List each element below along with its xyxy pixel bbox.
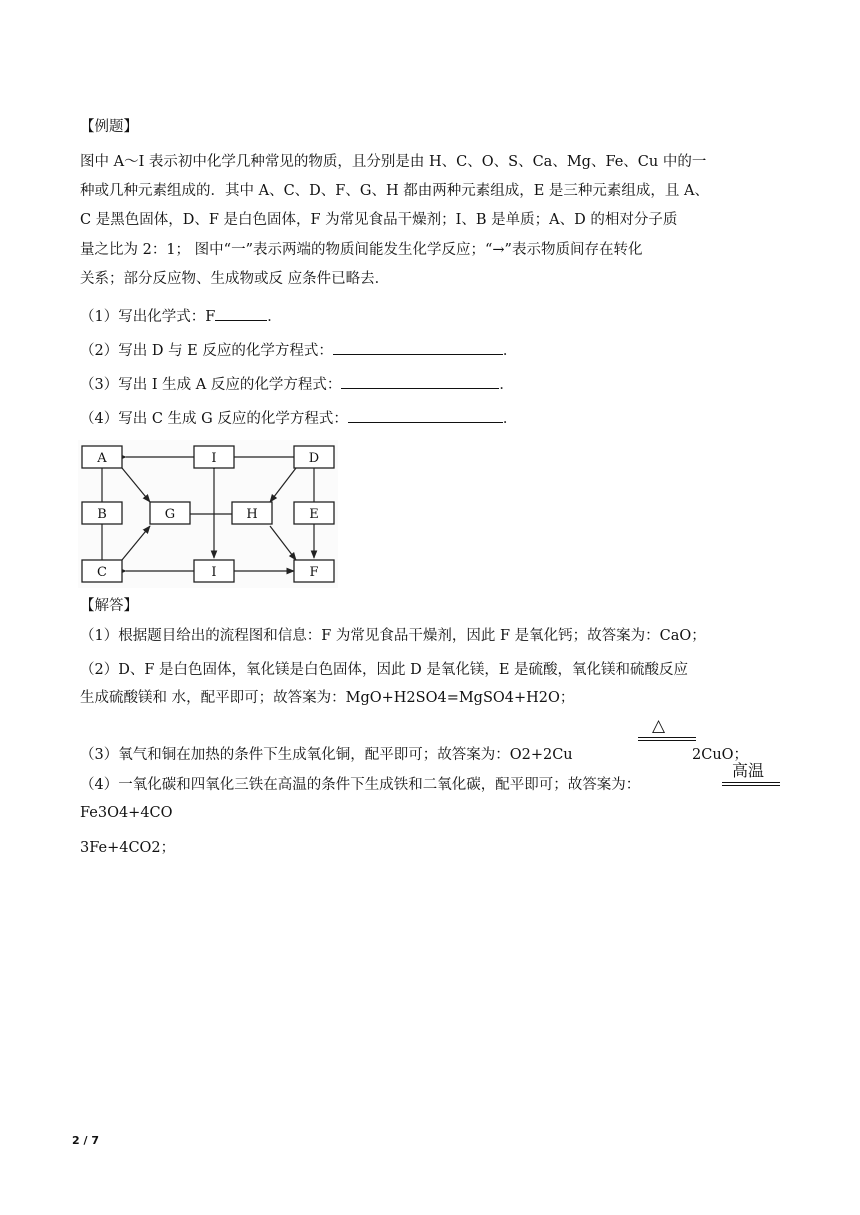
node-d-label: D — [308, 451, 320, 466]
question-4-text: （4）写出 C 生成 G 反应的化学方程式： — [80, 411, 348, 427]
answer-4: （4）一氧化碳和四氧化三铁在高温的条件下生成铁和二氧化碳，配平即可；故答案为： — [80, 777, 641, 793]
question-2-text: （2）写出 D 与 E 反应的化学方程式： — [80, 343, 333, 359]
equation-double-line — [722, 782, 780, 786]
answer-2-line-1: （2）D、F 是白色固体，氧化镁是白色固体，因此 D 是氧化镁，E 是硫酸，氧化镁和硫酸反应 — [80, 662, 689, 678]
node-e-label: E — [309, 507, 319, 522]
reaction-flow-diagram — [78, 440, 338, 588]
node-g-label: G — [164, 507, 176, 522]
question-3-end: ． — [499, 377, 514, 393]
answer-1: （1）根据题目给出的流程图和信息：F 为常见食品干燥剂，因此 F 是氧化钙；故答案为：CaO； — [80, 628, 706, 644]
node-a-label: A — [97, 451, 107, 466]
node-i-bottom-label: I — [211, 565, 217, 580]
question-1 — [80, 306, 282, 327]
question-1-end: ． — [267, 309, 282, 325]
answer-4-products: 3Fe+4CO2； — [80, 840, 176, 856]
page-number: 2 / 7 — [72, 1134, 99, 1147]
node-f-label: F — [309, 565, 319, 580]
node-h-label: H — [246, 507, 258, 522]
question-1-text: （1）写出化学式：F — [80, 309, 216, 325]
answer-blank — [341, 374, 499, 389]
node-b-label: B — [97, 507, 107, 522]
example-heading: 【例题】 — [80, 119, 138, 135]
question-3 — [80, 374, 514, 395]
node-i-top-label: I — [211, 451, 217, 466]
answer-3: （3）氧气和铜在加热的条件下生成氧化铜，配平即可；故答案为：O2+2Cu — [80, 747, 573, 763]
answer-blank — [348, 408, 503, 423]
answer-4-reactants: Fe3O4+4CO — [80, 805, 173, 821]
answer-blank — [333, 340, 503, 355]
problem-line-1: 图中 A～I 表示初中化学几种常见的物质，且分别是由 H、C、O、S、Ca、Mg、Fe、Cu 中的一 — [80, 154, 707, 170]
answer-2-line-2: 生成硫酸镁和 水，配平即可；故答案为：MgO+H2SO4=MgSO4+H2O； — [80, 690, 575, 706]
answer-3-product: 2CuO； — [692, 747, 749, 763]
problem-line-4: 量之比为 2：1； 图中“一”表示两端的物质间能发生化学反应；“→”表示物质间存在转化 — [80, 242, 643, 258]
answer-heading: 【解答】 — [80, 598, 138, 614]
question-2 — [80, 340, 517, 361]
problem-line-5: 关系；部分反应物、生成物或反 应条件已略去． — [80, 271, 390, 287]
question-2-end: ． — [502, 343, 518, 359]
question-3-text: （3）写出 I 生成 A 反应的化学方程式： — [80, 377, 342, 393]
high-temp-condition: 高温 — [732, 761, 765, 780]
question-4-end: ． — [502, 411, 518, 427]
problem-line-3: C 是黑色固体，D、F 是白色固体，F 为常见食品干燥剂；I、B 是单质；A、D 的相对分子质 — [80, 212, 678, 228]
problem-line-2: 种或几种元素组成的．其中 A、C、D、F、G、H 都由两种元素组成，E 是三种元素组成，且 A、 — [80, 183, 709, 199]
question-4 — [80, 408, 517, 429]
answer-blank — [215, 306, 267, 321]
equation-double-line — [638, 737, 696, 741]
node-c-label: C — [97, 565, 107, 580]
heat-condition-symbol: △ — [652, 716, 666, 736]
